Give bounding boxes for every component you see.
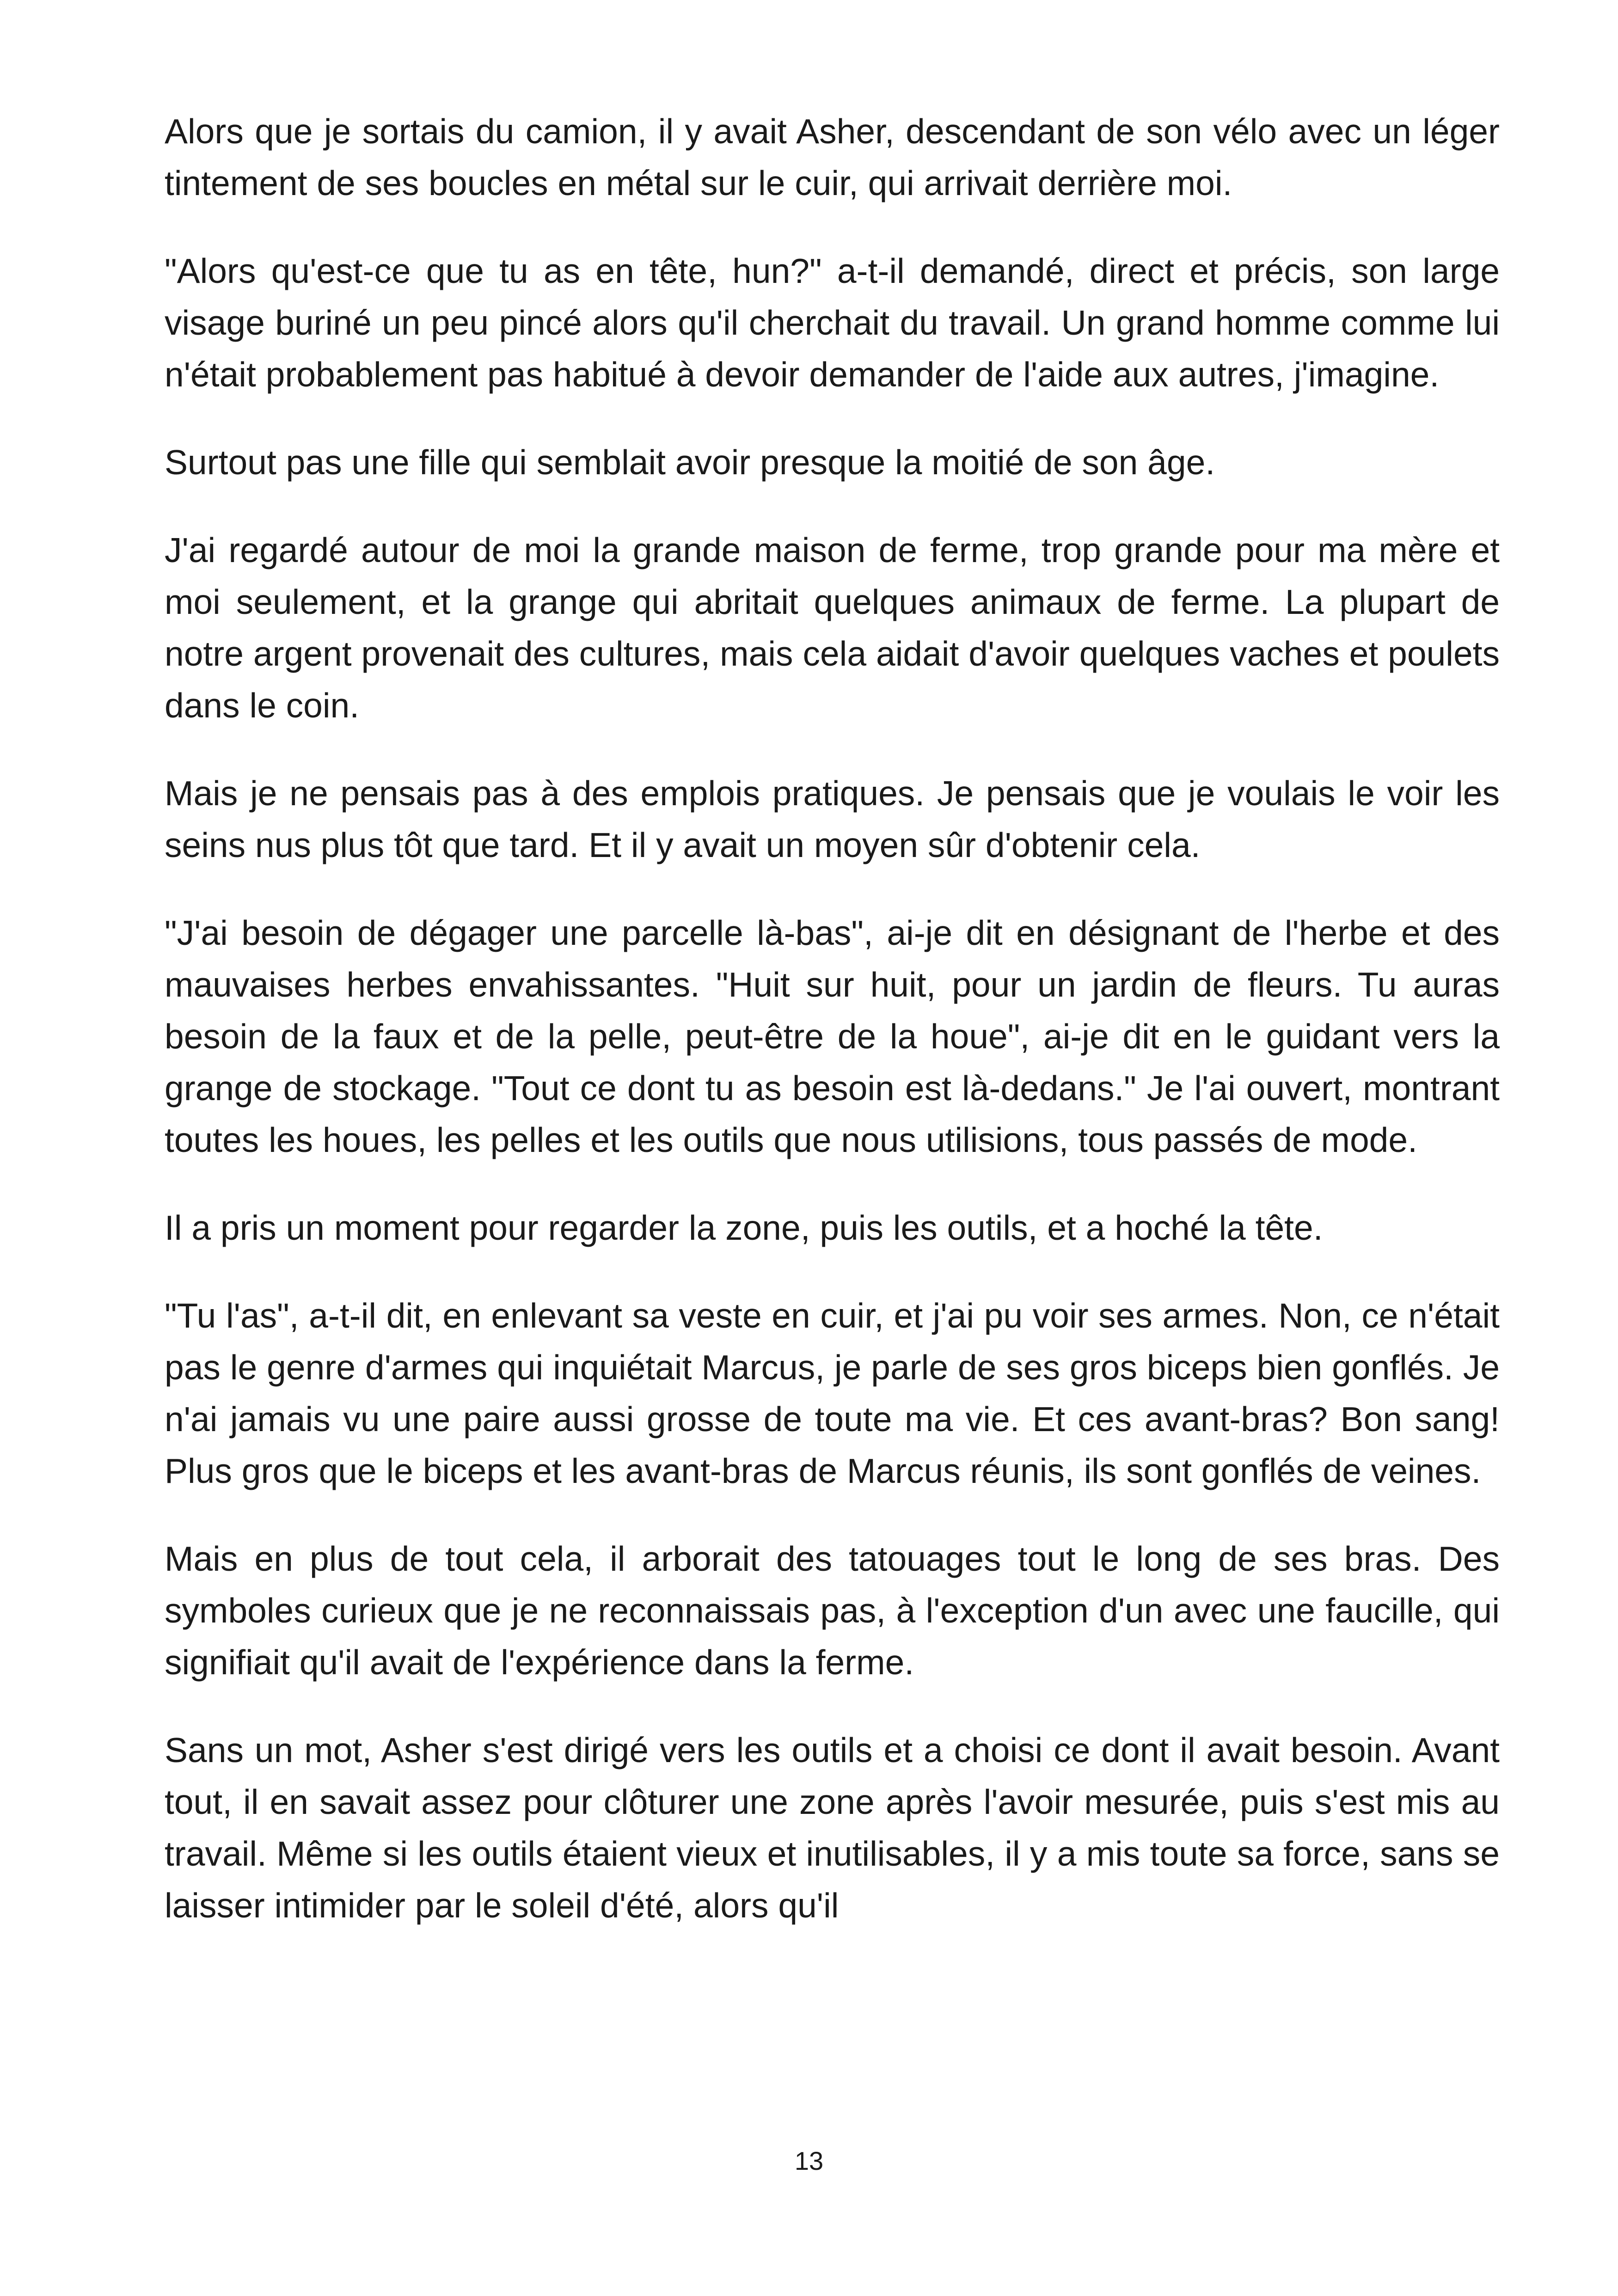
paragraph-3: Surtout pas une fille qui semblait avoir presque la moitié de son âge.	[165, 443, 1215, 482]
paragraph-4: J'ai regardé autour de moi la grande maison de ferme, trop grande pour ma mère et moi seulement, et la grange qui abritait quelques animaux de ferme. La plupart de notre argent provenait des cultures, mais cela aidait d'avoir quelques vaches et poulets dans le coin.	[165, 531, 1500, 725]
paragraph-6: "J'ai besoin de dégager une parcelle là-bas", ai-je dit en désignant de l'herbe et des mauvaises herbes envahissantes. "Huit sur huit, pour un jardin de fleurs. Tu auras besoin de la faux et de la pelle, peut-être de la houe", ai-je dit en le guidant vers la grange de stockage. "Tout ce dont tu as besoin est là-dedans." Je l'ai ouvert, montrant toutes les houes, les pelles et les outils que nous utilisions, tous passés de mode.	[165, 913, 1500, 1159]
paragraph-2: "Alors qu'est-ce que tu as en tête, hun?" a-t-il demandé, direct et précis, son large visage buriné un peu pincé alors qu'il cherchait du travail. Un grand homme comme lui n'était probablement pas habitué à devoir demander de l'aide aux autres, j'imagine.	[165, 251, 1500, 394]
body-text	[165, 105, 1500, 1931]
paragraph-1: Alors que je sortais du camion, il y avait Asher, descendant de son vélo avec un léger tintement de ses boucles en métal sur le cuir, qui arrivait derrière moi.	[165, 112, 1500, 202]
paragraph-5: Mais je ne pensais pas à des emplois pratiques. Je pensais que je voulais le voir les seins nus plus tôt que tard. Et il y avait un moyen sûr d'obtenir cela.	[165, 774, 1500, 864]
paragraph-10: Sans un mot, Asher s'est dirigé vers les outils et a choisi ce dont il avait besoin. Avant tout, il en savait assez pour clôturer une zone après l'avoir mesurée, puis s'est mis au travail. Même si les outils étaient vieux et inutilisables, il y a mis toute sa force, sans se laisser intimider par le soleil d'été, alors qu'il	[165, 1731, 1500, 1925]
paragraph-9: Mais en plus de tout cela, il arborait des tatouages tout le long de ses bras. Des symboles curieux que je ne reconnaissais pas, à l'exception d'un avec une faucille, qui signifiait qu'il avait de l'expérience dans la ferme.	[165, 1539, 1500, 1682]
paragraph-8: "Tu l'as", a-t-il dit, en enlevant sa veste en cuir, et j'ai pu voir ses armes. Non, ce n'était pas le genre d'armes qui inquiétait Marcus, je parle de ses gros biceps bien gonflés. Je n'ai jamais vu une paire aussi grosse de toute ma vie. Et ces avant-bras? Bon sang! Plus gros que le biceps et les avant-bras de Marcus réunis, ils sont gonflés de veines.	[165, 1296, 1500, 1490]
page-number: 13	[794, 2146, 824, 2175]
paragraph-7: Il a pris un moment pour regarder la zone, puis les outils, et a hoché la tête.	[165, 1208, 1323, 1247]
